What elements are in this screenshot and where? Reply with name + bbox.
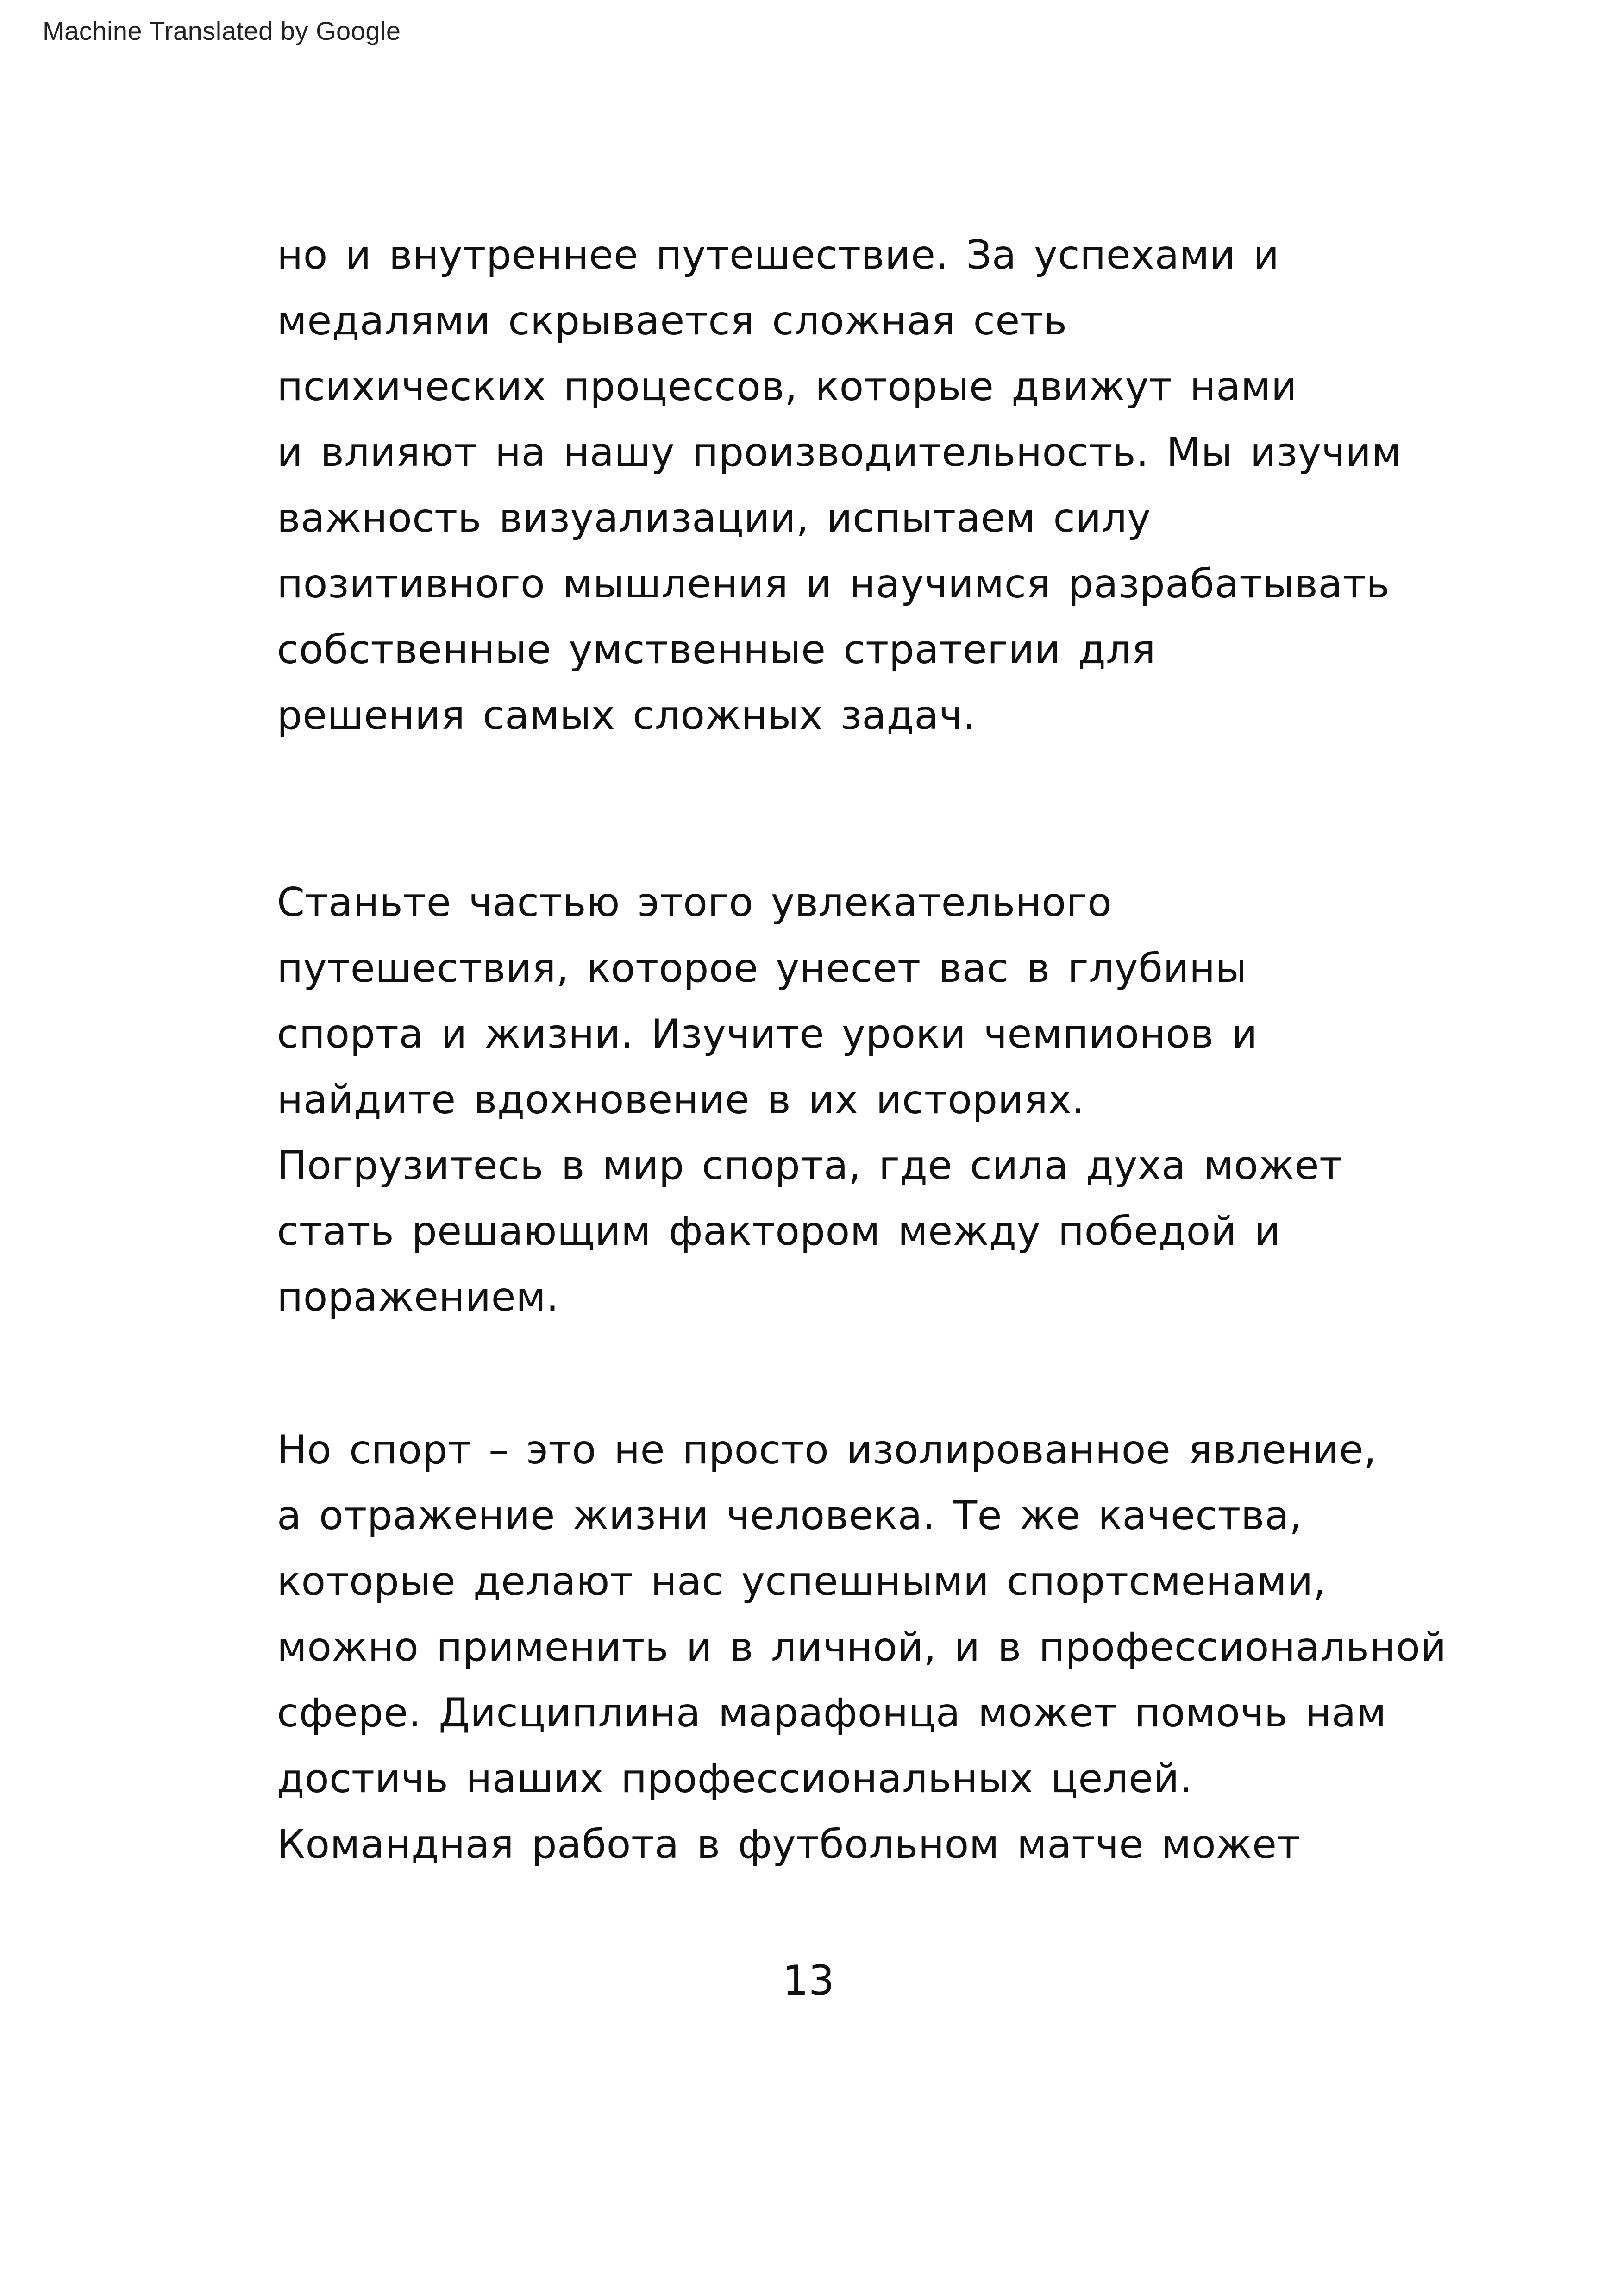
text-line: Но спорт – это не просто изолированное явление, bbox=[277, 1427, 1377, 1473]
page-body bbox=[277, 222, 1447, 1877]
text-line: важность визуализации, испытаем силу bbox=[277, 495, 1151, 541]
text-line: сфере. Дисциплина марафонца может помочь нам bbox=[277, 1690, 1387, 1736]
paragraph bbox=[277, 870, 1435, 1330]
machine-translation-banner: Machine Translated by Google bbox=[43, 16, 401, 45]
text-line: но и внутреннее путешествие. За успехами и bbox=[277, 232, 1279, 278]
text-line: Станьте частью этого увлекательного bbox=[277, 879, 1112, 926]
text-line: спорта и жизни. Изучите уроки чемпионов и bbox=[277, 1011, 1258, 1057]
paragraph bbox=[277, 1417, 1447, 1877]
text-line: Погрузитесь в мир спорта, где сила духа может bbox=[277, 1142, 1343, 1189]
text-line: путешествия, которое унесет вас в глубины bbox=[277, 945, 1247, 991]
page-number: 13 bbox=[783, 1957, 834, 2004]
text-line: которые делают нас успешными спортсменами, bbox=[277, 1558, 1326, 1605]
text-line: решения самых сложных задач. bbox=[277, 692, 976, 739]
text-line: и влияют на нашу производительность. Мы изучим bbox=[277, 429, 1402, 476]
text-line: а отражение жизни человека. Те же качества, bbox=[277, 1493, 1303, 1539]
text-line: собственные умственные стратегии для bbox=[277, 627, 1156, 673]
text-line: поражением. bbox=[277, 1274, 559, 1320]
text-line: стать решающим фактором между победой и bbox=[277, 1208, 1281, 1255]
text-line: позитивного мышления и научимся разрабатывать bbox=[277, 561, 1390, 607]
text-line: Командная работа в футбольном матче может bbox=[277, 1821, 1301, 1868]
paragraph bbox=[277, 222, 1435, 748]
text-line: найдите вдохновение в их историях. bbox=[277, 1077, 1085, 1123]
text-line: можно применить и в личной, и в профессиональной bbox=[277, 1624, 1447, 1670]
text-line: психических процессов, которые движут нами bbox=[277, 364, 1297, 410]
text-line: достичь наших профессиональных целей. bbox=[277, 1756, 1192, 1802]
text-line: медалями скрывается сложная сеть bbox=[277, 298, 1067, 344]
